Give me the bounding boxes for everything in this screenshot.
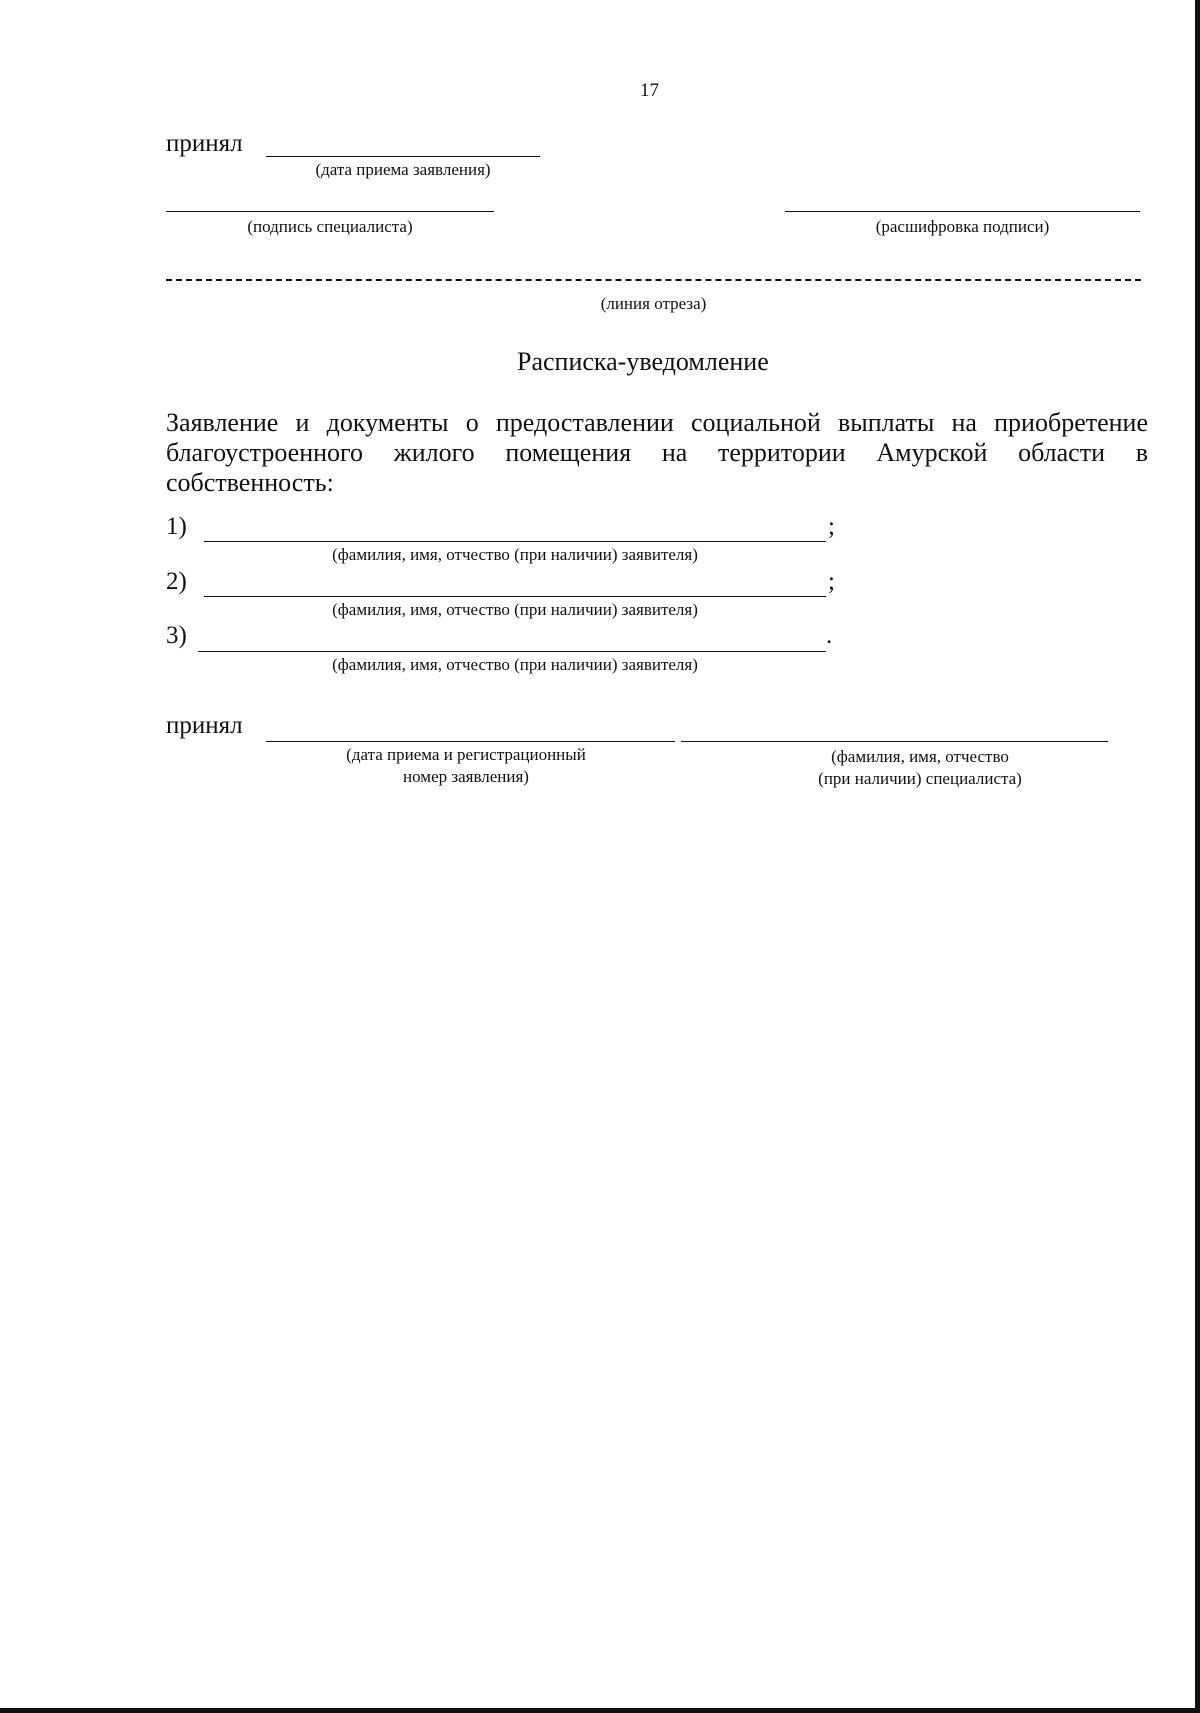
applicant-name-blank[interactable] bbox=[204, 541, 826, 542]
applicant-number: 2) bbox=[166, 568, 187, 595]
signature-caption: (подпись специалиста) bbox=[247, 217, 413, 236]
applicant-number: 3) bbox=[166, 622, 187, 649]
accepted-label-top: принял bbox=[166, 130, 243, 157]
scan-edge-bottom bbox=[0, 1708, 1200, 1713]
cut-line-caption: (линия отреза) bbox=[600, 294, 707, 313]
specialist-caption: (фамилия, имя, отчество (при наличии) специалиста) bbox=[818, 747, 1022, 788]
signature-blank[interactable] bbox=[166, 211, 494, 212]
applicant-name-blank[interactable] bbox=[198, 651, 826, 652]
cut-line bbox=[166, 279, 1141, 281]
page-number: 17 bbox=[640, 80, 659, 101]
applicant-end-mark: ; bbox=[828, 568, 835, 595]
applicant-name-blank[interactable] bbox=[204, 596, 826, 597]
applicant-caption: (фамилия, имя, отчество (при наличии) заявителя) bbox=[332, 655, 698, 674]
date-blank-top[interactable] bbox=[266, 156, 540, 157]
specialist-name-blank[interactable] bbox=[681, 741, 1108, 742]
applicant-caption: (фамилия, имя, отчество (при наличии) заявителя) bbox=[332, 545, 698, 564]
receipt-paragraph: Заявление и документы о предоставлении социальной выплаты на приобретение благоустроенного жилого помещения на территории Амурской области в собственность: bbox=[166, 408, 1148, 497]
applicant-caption: (фамилия, имя, отчество (при наличии) заявителя) bbox=[332, 600, 698, 619]
scan-edge-right bbox=[1195, 0, 1200, 1713]
signature-decoding-blank[interactable] bbox=[785, 211, 1140, 212]
applicant-end-mark: . bbox=[826, 622, 833, 649]
date-caption-top: (дата приема заявления) bbox=[315, 160, 491, 179]
signature-decoding-caption: (расшифровка подписи) bbox=[875, 217, 1050, 236]
applicant-number: 1) bbox=[166, 513, 187, 540]
date-registration-caption: (дата приема и регистрационный номер заявления) bbox=[346, 745, 586, 786]
applicant-end-mark: ; bbox=[828, 513, 835, 540]
date-registration-blank[interactable] bbox=[266, 741, 675, 742]
receipt-title: Расписка-уведомление bbox=[517, 347, 769, 376]
accepted-label-bottom: принял bbox=[166, 712, 243, 739]
